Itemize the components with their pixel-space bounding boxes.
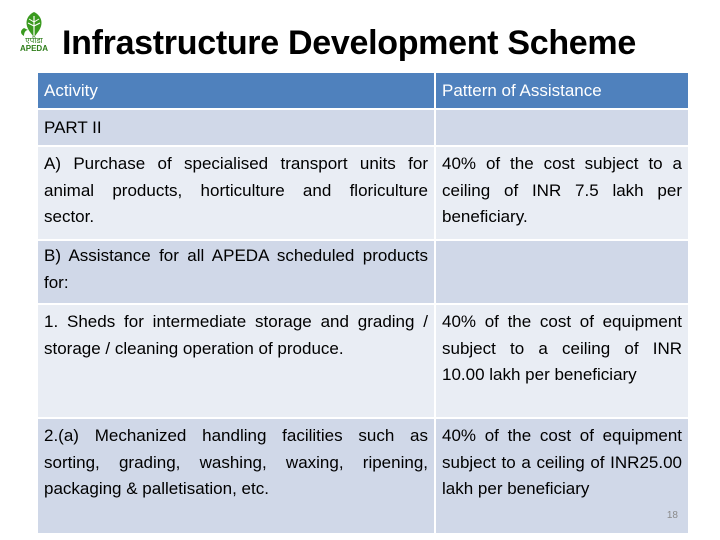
slide-number: 18 — [666, 510, 678, 521]
activity-cell — [37, 304, 435, 418]
logo-hindi-text: एपीडा — [25, 36, 43, 45]
row-label: 1. — [44, 312, 59, 331]
part-label: PART II — [37, 109, 435, 146]
pattern-cell: 40% of the cost of equipment subject to a ceiling of INR 10.00 lakh per beneficiary — [435, 304, 689, 418]
table-row — [37, 240, 689, 304]
activity-cell: B) Assistance for all APEDA scheduled products for: — [37, 240, 435, 304]
pattern-cell: 40% of the cost subject to a ceiling of INR 7.5 lakh per beneficiary. — [435, 146, 689, 240]
pattern-cell: 40% of the cost of equipment subject to a ceiling of INR25.00 lakh per beneficiary — [435, 418, 689, 534]
table-row — [37, 304, 689, 418]
slide-title: Infrastructure Development Scheme — [62, 24, 636, 62]
logo-text: APEDA — [19, 44, 48, 53]
activity-text: Sheds for intermediate storage and grading / storage / cleaning operation of produce. — [44, 312, 428, 358]
table-row-part — [37, 109, 689, 146]
header-pattern: Pattern of Assistance — [435, 72, 689, 109]
row-label: 2.(a) — [44, 426, 79, 445]
table-row — [37, 418, 689, 534]
apeda-logo — [12, 10, 56, 56]
activity-text: Purchase of specialised transport units for animal products, horticulture and floriculture sector. — [44, 154, 428, 226]
table-row — [37, 146, 689, 240]
activity-text: Mechanized handling facilities such as sorting, grading, washing, waxing, ripening, packaging & palletisation, etc. — [44, 426, 428, 498]
activity-cell — [37, 146, 435, 240]
scheme-table — [36, 71, 690, 535]
row-label: A) — [44, 154, 61, 173]
part-pattern — [435, 109, 689, 146]
activity-cell — [37, 418, 435, 534]
header-activity: Activity — [37, 72, 435, 109]
pattern-cell — [435, 240, 689, 304]
table-header-row — [37, 72, 689, 109]
